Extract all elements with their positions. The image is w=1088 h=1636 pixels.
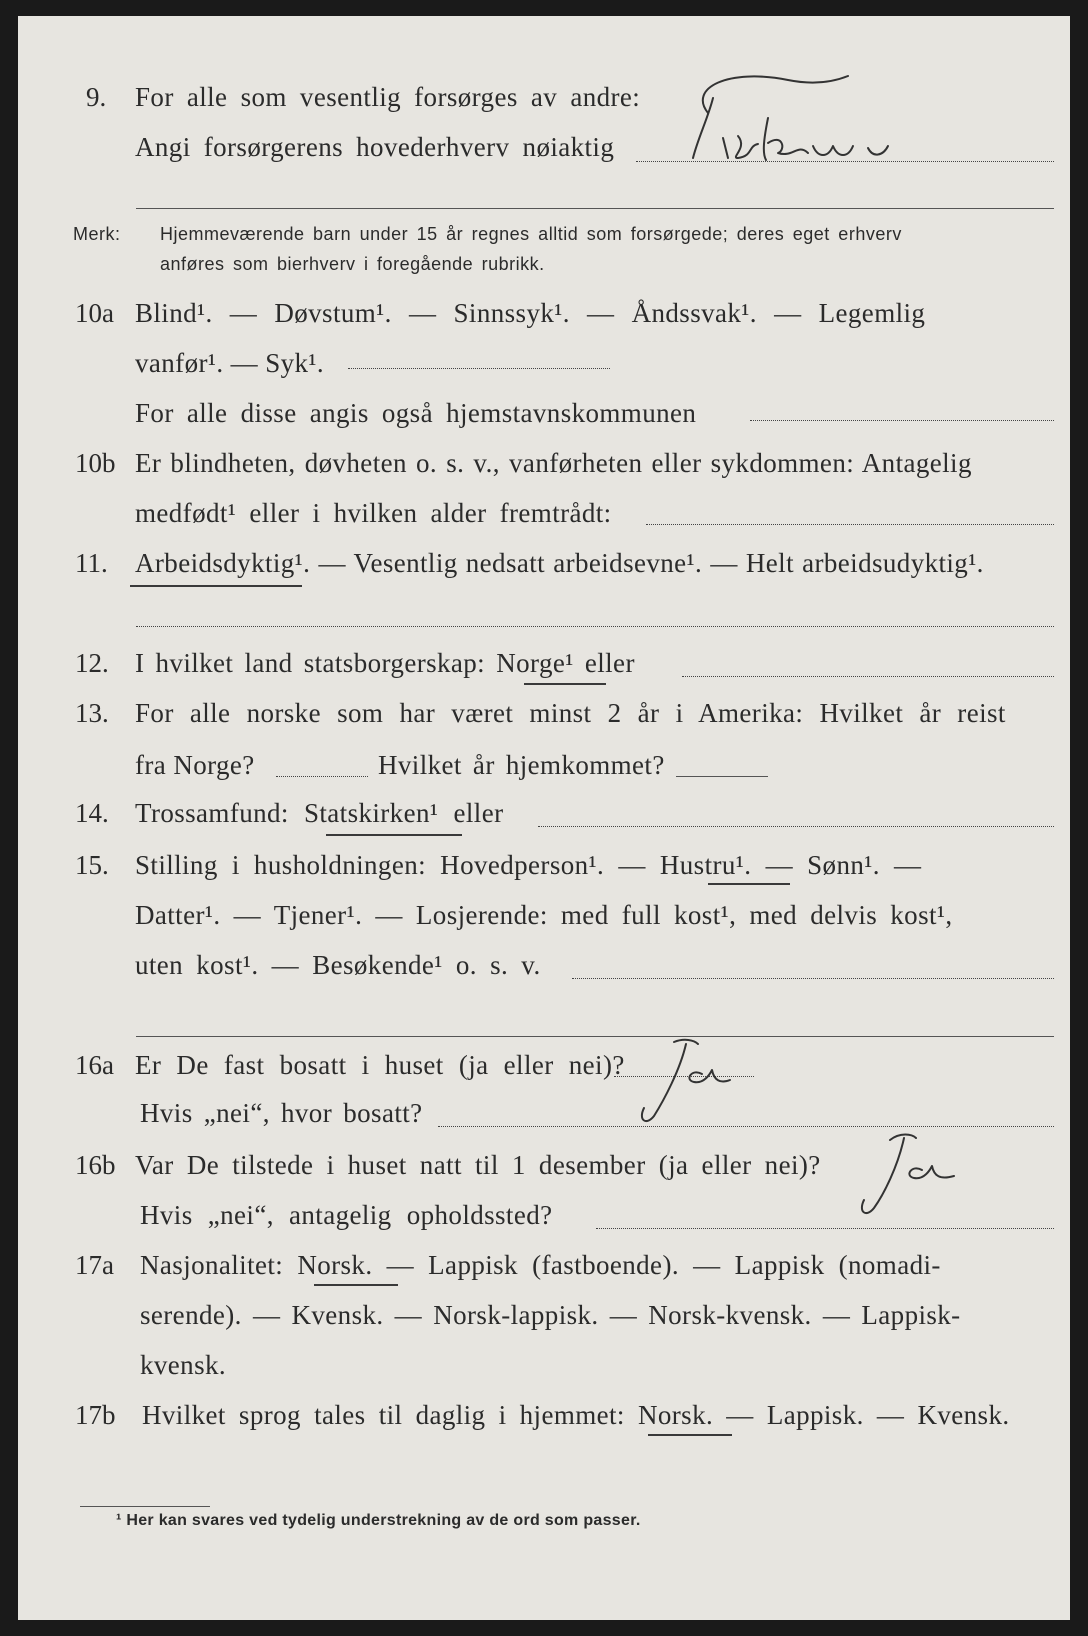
q16a-line1: Er De fast bosatt i huset (ja eller nei)? <box>135 1050 625 1080</box>
q9-handwritten-answer <box>668 58 928 168</box>
q15-underline-hustru <box>708 883 790 885</box>
q12-answer-line[interactable] <box>682 676 1054 677</box>
q10b-line1: Er blindheten, døvheten o. s. v., vanførheten eller sykdommen: Antagelig <box>135 448 972 478</box>
q14-answer-line[interactable] <box>538 826 1054 827</box>
q15-line1: Stilling i husholdningen: Hovedperson¹. — Hustru¹. — Sønn¹. — <box>135 850 922 880</box>
q16a-number: 16a <box>75 1050 114 1080</box>
q9-line1: For alle som vesentlig forsørges av andre: <box>135 82 641 112</box>
q11-answer-line[interactable] <box>136 626 1054 627</box>
q13-return-line[interactable] <box>676 776 768 777</box>
q13-line2b: Hvilket år hjemkommet? <box>378 750 665 780</box>
footnote-rule <box>80 1506 210 1507</box>
footnote-text: ¹ Her kan svares ved tydelig understrekning av de ord som passer. <box>116 1512 641 1529</box>
q10a-line2: vanfør¹. — Syk¹. <box>135 348 325 378</box>
q15-rule <box>136 1036 1054 1037</box>
merk-label: Merk: <box>73 224 121 244</box>
q12-number: 12. <box>75 648 109 678</box>
q9-rule <box>136 208 1054 209</box>
q11-line1: Arbeidsdyktig¹. — Vesentlig nedsatt arbeidsevne¹. — Helt arbeidsudyktig¹. <box>135 548 984 578</box>
q16b-line1: Var De tilstede i huset natt til 1 desember (ja eller nei)? <box>135 1150 821 1180</box>
q15-number: 15. <box>75 850 109 880</box>
q10a-line1: Blind¹. — Døvstum¹. — Sinnssyk¹. — Åndssvak¹. — Legemlig <box>135 298 926 328</box>
q16b-handwritten-answer <box>838 1126 978 1226</box>
form-page <box>18 16 1070 1620</box>
q10b-answer-line[interactable] <box>646 524 1054 525</box>
q16a-handwritten-answer <box>614 1030 754 1130</box>
q17b-number: 17b <box>75 1400 116 1430</box>
q9-number: 9. <box>86 82 107 112</box>
q17a-line2: serende). — Kvensk. — Norsk-lappisk. — Norsk-kvensk. — Lappisk- <box>140 1300 961 1330</box>
q14-underline-statskirken <box>326 834 462 836</box>
q11-underline-arbeidsdyktig <box>130 585 302 587</box>
q13-number: 13. <box>75 698 109 728</box>
q10a-line3: For alle disse angis også hjemstavnskommunen <box>135 398 697 428</box>
q14-line1: Trossamfund: Statskirken¹ eller <box>135 798 504 828</box>
q17b-underline-norsk <box>648 1434 732 1436</box>
q10a-answer-line[interactable] <box>348 368 610 369</box>
q9-line2: Angi forsørgerens hovederhverv nøiaktig <box>135 132 615 162</box>
q10a-home-line[interactable] <box>750 420 1054 421</box>
q15-answer-line[interactable] <box>572 978 1054 979</box>
q17b-line1: Hvilket sprog tales til daglig i hjemmet: Norsk. — Lappisk. — Kvensk. <box>142 1400 1010 1430</box>
q16a-line2: Hvis „nei“, hvor bosatt? <box>140 1098 423 1128</box>
q11-number: 11. <box>75 548 108 578</box>
merk-line2: anføres som bierhverv i foregående rubrikk. <box>160 254 545 274</box>
q13-line1: For alle norske som har været minst 2 år i Amerika: Hvilket år reist <box>135 698 1006 728</box>
q13-line2a: fra Norge? <box>135 750 255 780</box>
q12-line1: I hvilket land statsborgerskap: Norge¹ eller <box>135 648 635 678</box>
q17a-number: 17a <box>75 1250 114 1280</box>
q10b-number: 10b <box>75 448 116 478</box>
merk-line1: Hjemmeværende barn under 15 år regnes alltid som forsørgede; deres eget erhverv <box>160 224 902 244</box>
q14-number: 14. <box>75 798 109 828</box>
q16b-line2: Hvis „nei“, antagelig opholdssted? <box>140 1200 553 1230</box>
q10a-number: 10a <box>75 298 114 328</box>
q16b-whereabouts-line[interactable] <box>596 1228 1054 1229</box>
q17a-underline-norsk <box>314 1284 398 1286</box>
q12-underline-norge <box>524 683 606 685</box>
q10b-line2: medfødt¹ eller i hvilken alder fremtrådt: <box>135 498 612 528</box>
q15-line3: uten kost¹. — Besøkende¹ o. s. v. <box>135 950 541 980</box>
q17a-line3: kvensk. <box>140 1350 227 1380</box>
q13-departure-line[interactable] <box>276 776 368 777</box>
q15-line2: Datter¹. — Tjener¹. — Losjerende: med full kost¹, med delvis kost¹, <box>135 900 953 930</box>
q16b-number: 16b <box>75 1150 116 1180</box>
q17a-line1: Nasjonalitet: Norsk. — Lappisk (fastboende). — Lappisk (nomadi- <box>140 1250 941 1280</box>
